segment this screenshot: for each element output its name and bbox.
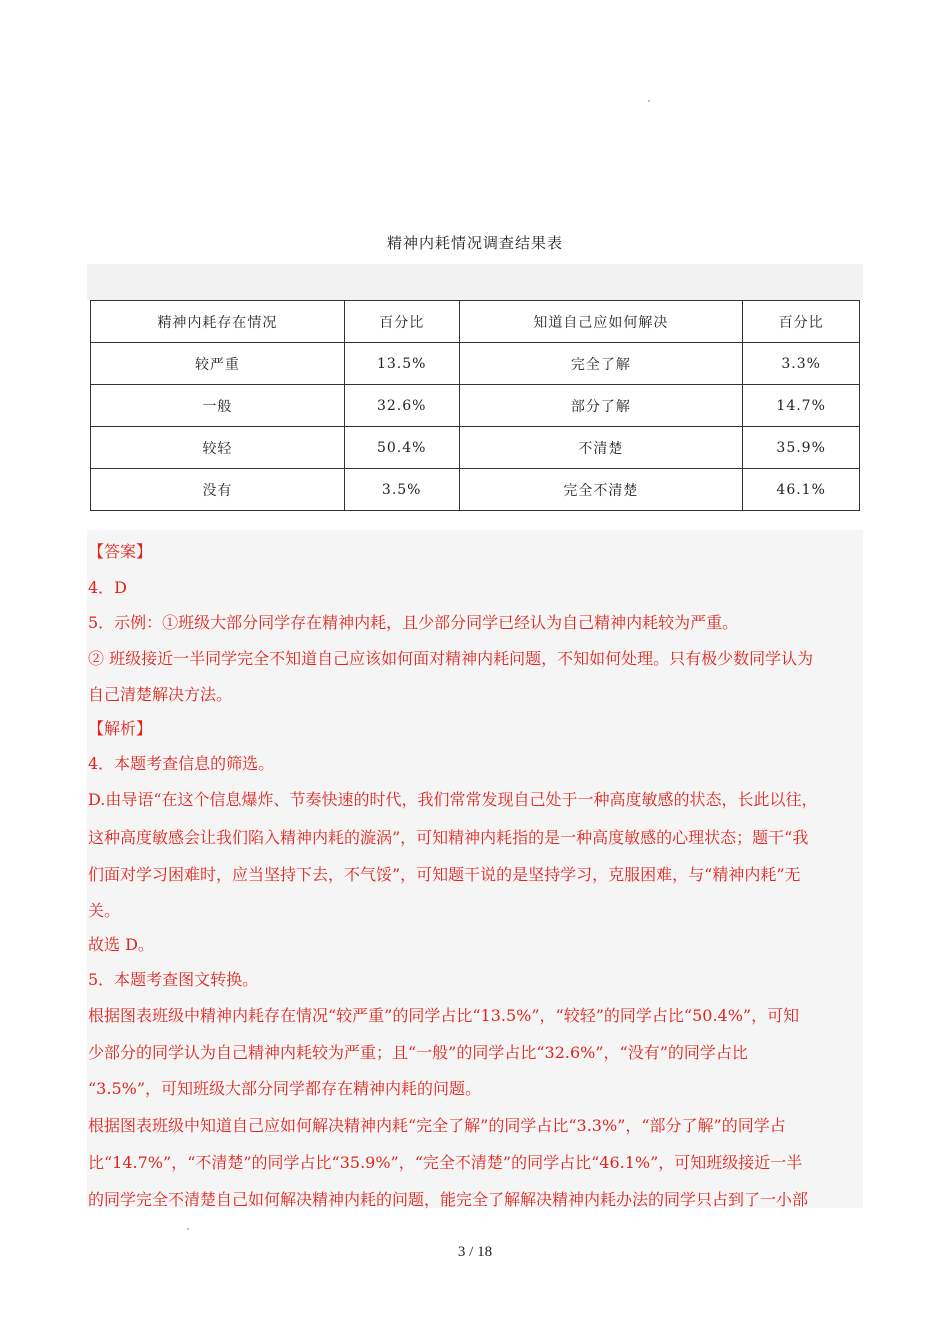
answer-heading: 【答案】 bbox=[88, 542, 153, 561]
table-cell: 没有 bbox=[91, 469, 345, 511]
table-cell: 较轻 bbox=[91, 427, 345, 469]
table-cell: 14.7% bbox=[743, 385, 860, 427]
analysis-line: 5．本题考查图文转换。 bbox=[88, 970, 259, 989]
answer-line: 自己清楚解决方法。 bbox=[88, 685, 233, 704]
table-cell: 较严重 bbox=[91, 343, 345, 385]
analysis-line: 故选 D。 bbox=[88, 935, 154, 954]
analysis-line: “3.5%”，可知班级大部分同学都存在精神内耗的问题。 bbox=[88, 1079, 482, 1098]
table-cell: 46.1% bbox=[743, 469, 860, 511]
answer-line: 4．D bbox=[88, 578, 128, 597]
table-row bbox=[91, 385, 860, 427]
table-title: 精神内耗情况调查结果表 bbox=[386, 234, 563, 252]
header-cell: 知道自己应如何解决 bbox=[459, 301, 743, 343]
table-cell: 35.9% bbox=[743, 427, 860, 469]
analysis-line: 的同学完全不清楚自己如何解决精神内耗的问题，能完全了解解决精神内耗办法的同学只占到了一小部 bbox=[88, 1190, 809, 1209]
table-cell: 完全不清楚 bbox=[459, 469, 743, 511]
analysis-line: 少部分的同学认为自己精神内耗较为严重；且“一般”的同学占比“32.6%”，“没有”的同学占比 bbox=[88, 1043, 748, 1062]
table-shading bbox=[87, 264, 863, 300]
page-number: 3 / 18 bbox=[457, 1244, 493, 1260]
answer-line: ② 班级接近一半同学完全不知道自己应该如何面对精神内耗问题，不知如何处理。只有极少数同学认为 bbox=[88, 649, 814, 668]
table-cell: 一般 bbox=[91, 385, 345, 427]
table-cell: 3.5% bbox=[344, 469, 459, 511]
analysis-line: D.由导语“在这个信息爆炸、节奏快速的时代，我们常常发现自己处于一种高度敏感的状态，长此以往， bbox=[88, 790, 818, 809]
analysis-line: 这种高度敏感会让我们陷入精神内耗的漩涡”，可知精神内耗指的是一种高度敏感的心理状态；题干“我 bbox=[88, 828, 809, 847]
analysis-line: 4．本题考查信息的筛选。 bbox=[88, 754, 275, 773]
table-cell: 13.5% bbox=[344, 343, 459, 385]
table-cell: 部分了解 bbox=[459, 385, 743, 427]
table-cell: 3.3% bbox=[743, 343, 860, 385]
analysis-line: 关。 bbox=[88, 901, 121, 920]
speck bbox=[648, 100, 650, 102]
table-header-row bbox=[91, 301, 860, 343]
analysis-line: 根据图表班级中知道自己应如何解决精神内耗“完全了解”的同学占比“3.3%”，“部分了解”的同学占 bbox=[88, 1116, 786, 1135]
answer-line: 5．示例：①班级大部分同学存在精神内耗，且少部分同学已经认为自己精神内耗较为严重。 bbox=[88, 613, 739, 632]
table-row bbox=[91, 427, 860, 469]
table-cell: 50.4% bbox=[344, 427, 459, 469]
survey-table bbox=[90, 300, 860, 511]
table-cell: 不清楚 bbox=[459, 427, 743, 469]
header-cell: 百分比 bbox=[743, 301, 860, 343]
analysis-line: 根据图表班级中精神内耗存在情况“较严重”的同学占比“13.5%”，“较轻”的同学占比“50.4%”，可知 bbox=[88, 1006, 800, 1025]
analysis-line: 比“14.7%”，“不清楚”的同学占比“35.9%”，“完全不清楚”的同学占比“46.1%”，可知班级接近一半 bbox=[88, 1153, 803, 1172]
table-cell: 32.6% bbox=[344, 385, 459, 427]
speck bbox=[187, 1228, 189, 1230]
table-cell: 完全了解 bbox=[459, 343, 743, 385]
header-cell: 百分比 bbox=[344, 301, 459, 343]
header-cell: 精神内耗存在情况 bbox=[91, 301, 345, 343]
table-row bbox=[91, 469, 860, 511]
analysis-heading: 【解析】 bbox=[88, 719, 153, 738]
table-row bbox=[91, 343, 860, 385]
analysis-line: 们面对学习困难时，应当坚持下去，不气馁”，可知题干说的是坚持学习，克服困难，与“精神内耗”无 bbox=[88, 865, 801, 884]
